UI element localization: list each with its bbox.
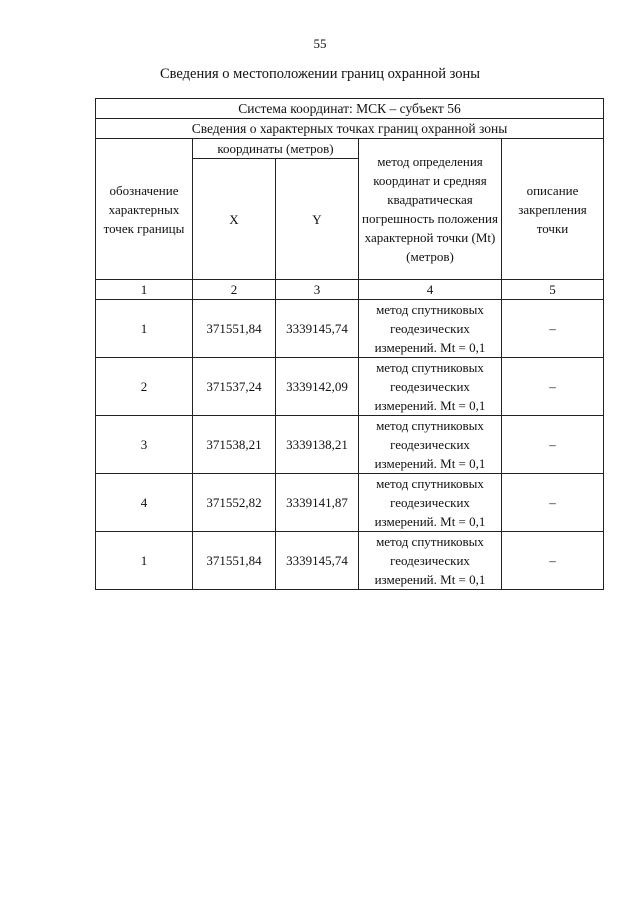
point-id: 4	[96, 474, 193, 532]
page-number: 55	[313, 36, 327, 51]
column-number: 5	[502, 280, 604, 300]
boundary-points-table	[95, 98, 604, 590]
coordinate-system-row: Система координат: МСК – субъект 56	[96, 99, 604, 119]
point-id: 3	[96, 416, 193, 474]
x-coordinate: 371537,24	[193, 358, 276, 416]
y-coordinate: 3339141,87	[276, 474, 359, 532]
table-row	[96, 416, 604, 474]
x-coordinate: 371552,82	[193, 474, 276, 532]
header-description: описание закрепления точки	[502, 139, 604, 280]
x-coordinate: 371551,84	[193, 300, 276, 358]
header-coordinates: координаты (метров)	[193, 139, 359, 159]
method-cell: метод спутниковых геодезических измерений. Mt = 0,1	[359, 416, 502, 474]
description-cell: –	[502, 532, 604, 590]
column-numbers-row	[96, 280, 604, 300]
point-id: 2	[96, 358, 193, 416]
column-number: 3	[276, 280, 359, 300]
header-method: метод определения координат и средняя квадратическая погрешность положения характерной точки (Mt) (метров)	[359, 139, 502, 280]
column-number: 2	[193, 280, 276, 300]
method-cell: метод спутниковых геодезических измерений. Mt = 0,1	[359, 300, 502, 358]
description-cell: –	[502, 416, 604, 474]
table-row	[96, 300, 604, 358]
column-number: 1	[96, 280, 193, 300]
table-row	[96, 532, 604, 590]
method-cell: метод спутниковых геодезических измерений. Mt = 0,1	[359, 474, 502, 532]
document-title: Сведения о местоположении границ охранной зоны	[159, 66, 480, 82]
y-coordinate: 3339142,09	[276, 358, 359, 416]
point-id: 1	[96, 532, 193, 590]
table-row	[96, 474, 604, 532]
point-id: 1	[96, 300, 193, 358]
x-coordinate: 371538,21	[193, 416, 276, 474]
header-y: Y	[276, 159, 359, 280]
description-cell: –	[502, 300, 604, 358]
description-cell: –	[502, 358, 604, 416]
y-coordinate: 3339138,21	[276, 416, 359, 474]
y-coordinate: 3339145,74	[276, 300, 359, 358]
header-x: X	[193, 159, 276, 280]
description-cell: –	[502, 474, 604, 532]
table-row	[96, 358, 604, 416]
boundary-points-row: Сведения о характерных точках границ охранной зоны	[96, 119, 604, 139]
x-coordinate: 371551,84	[193, 532, 276, 590]
column-number: 4	[359, 280, 502, 300]
method-cell: метод спутниковых геодезических измерений. Mt = 0,1	[359, 532, 502, 590]
y-coordinate: 3339145,74	[276, 532, 359, 590]
method-cell: метод спутниковых геодезических измерений. Mt = 0,1	[359, 358, 502, 416]
header-point-designation: обозначение характерных точек границы	[96, 139, 193, 280]
